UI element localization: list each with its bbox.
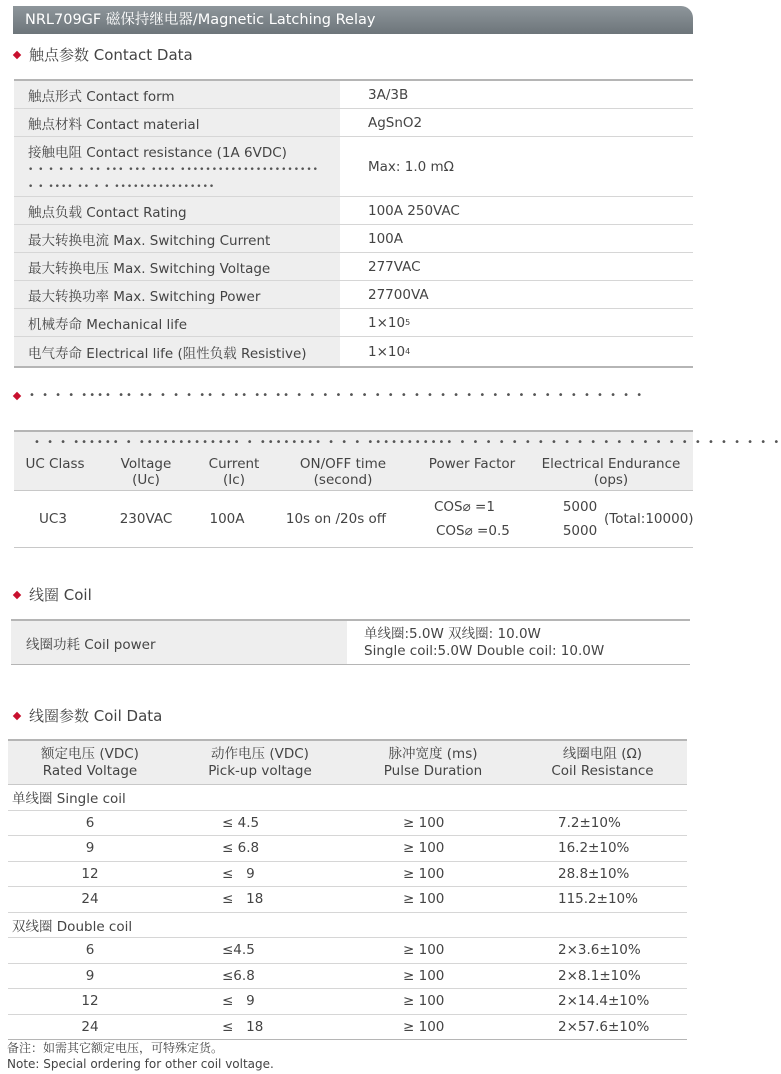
table-row (14, 225, 693, 253)
table-header (8, 739, 687, 785)
header-pulse-duration: 脉冲宽度 (ms) Pulse Duration (383, 745, 483, 779)
row-value: AgSnO2 (340, 109, 693, 136)
table-row (14, 309, 693, 337)
header-power-factor: Power Factor (428, 456, 516, 472)
contact-section-title: 触点参数 Contact Data (14, 44, 193, 65)
row-value: 1×10 5 (340, 309, 693, 336)
table-row: 24 ≤ 18 ≥ 100 2×57.6±10% (8, 1015, 687, 1041)
table-row: 9 ≤ 6.8 ≥ 100 16.2±10% (8, 836, 687, 862)
table-row (14, 81, 693, 109)
row-label: 机械寿命 Mechanical life (14, 309, 340, 336)
row-value: 277VAC (340, 253, 693, 280)
row-value: 3A/3B (340, 81, 693, 108)
note-cn: 备注：如需其它额定电压，可特殊定货。 (7, 1041, 224, 1055)
table-row: 12 ≤ 9 ≥ 100 2×14.4±10% (8, 989, 687, 1015)
header-coil-resistance: 线圈电阻 (Ω) Coil Resistance (551, 745, 654, 779)
header-rated-voltage: 额定电压 (VDC) Rated Voltage (41, 745, 139, 779)
diamond-bullet-icon (13, 590, 21, 598)
endurance-table (14, 430, 781, 548)
table-header: • • • •••••• • ••••••••••••• • •••••••• • • • ••••••••••• • • • • • • • • • • • • • • • • • • • • • • • • • UC Class Voltage (Uc) Current (Ic) ON/OFF time (second) Power Factor Electrical Endurance (ops) (14, 430, 693, 491)
table-row: 6 ≤ 4.5 ≥ 100 7.2±10% (8, 811, 687, 837)
table-row (14, 137, 693, 197)
row-value: 1×10 4 (340, 337, 693, 366)
endurance-section-title: • • • • •••• •• •• • • • •• • •• •• •• • • • • • • • • • • • • • • • • • • • • • • • • • • • (14, 390, 644, 401)
table-row: UC3 230VAC 100A 10s on /20s off COS⌀ =1 COS⌀ =0.5 5000 5000 (Total:10000) (14, 491, 693, 548)
page-header: NRL709GF 磁保持继电器/Magnetic Latching Relay (13, 6, 693, 34)
row-value: Max: 1.0 mΩ (340, 137, 693, 196)
row-label: 接触电阻 Contact resistance (1A 6VDC) • • • • • • •• ••• ••• •••• •••••••••••••••••••••• • • •••• •• • • •••••••••••••••• (14, 137, 340, 196)
row-label: 触点材料 Contact material (14, 109, 340, 136)
header-onoff: ON/OFF time (second) (299, 456, 387, 488)
header-uc-class: UC Class (25, 456, 85, 472)
table-row (14, 281, 693, 309)
table-row: 9 ≤6.8 ≥ 100 2×8.1±10% (8, 964, 687, 990)
row-label: 电气寿命 Electrical life (阻性负载 Resistive) (14, 337, 340, 366)
row-label: 触点形式 Contact form (14, 81, 340, 108)
note-en: Note: Special ordering for other coil voltage. (7, 1057, 274, 1071)
table-row (14, 197, 693, 225)
header-voltage: Voltage (Uc) (120, 456, 172, 488)
table-row (14, 253, 693, 281)
table-row: 12 ≤ 9 ≥ 100 28.8±10% (8, 862, 687, 888)
coil-data-section-title: 线圈参数 Coil Data (14, 705, 162, 726)
group-label-single: 单线圈 Single coil (8, 785, 687, 811)
row-label: 最大转换电流 Max. Switching Current (14, 225, 340, 252)
row-label: 线圈功耗 Coil power (11, 621, 347, 664)
row-value: 27700VA (340, 281, 693, 308)
row-value: 100A (340, 225, 693, 252)
diamond-bullet-icon (13, 711, 21, 719)
diamond-bullet-icon (13, 391, 21, 399)
table-row: 24 ≤ 18 ≥ 100 115.2±10% (8, 887, 687, 913)
group-label-double: 双线圈 Double coil (8, 913, 687, 939)
contact-table (14, 79, 693, 368)
header-pickup-voltage: 动作电压 (VDC) Pick-up voltage (208, 745, 312, 779)
row-label: 触点负载 Contact Rating (14, 197, 340, 224)
diamond-bullet-icon (13, 50, 21, 58)
header-current: Current (Ic) (208, 456, 260, 488)
row-value: 100A 250VAC (340, 197, 693, 224)
coil-section-title: 线圈 Coil (14, 584, 92, 605)
header-electrical-endurance: Electrical Endurance (ops) (541, 456, 681, 488)
row-label: 最大转换电压 Max. Switching Voltage (14, 253, 340, 280)
coil-table (11, 619, 690, 665)
coil-data-table (8, 739, 687, 1040)
table-row (14, 109, 693, 137)
table-row: 6 ≤4.5 ≥ 100 2×3.6±10% (8, 938, 687, 964)
row-label: 最大转换功率 Max. Switching Power (14, 281, 340, 308)
table-row (14, 337, 693, 368)
row-value: 单线圈:5.0W 双线圈: 10.0W Single coil:5.0W Double coil: 10.0W (364, 625, 605, 659)
